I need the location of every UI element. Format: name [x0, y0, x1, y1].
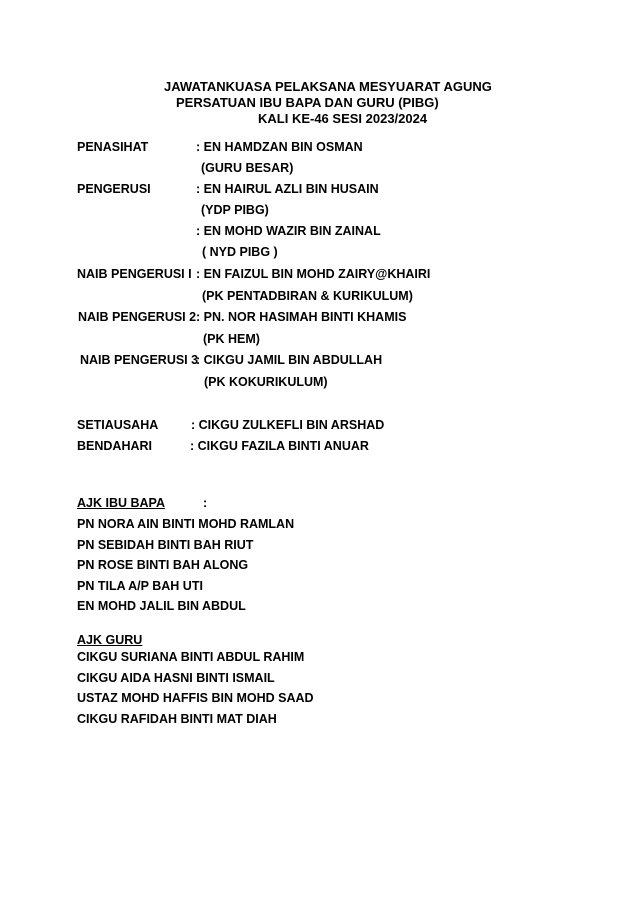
ajk-guru-member: CIKGU RAFIDAH BINTI MAT DIAH [77, 712, 277, 726]
name-bendahari: : CIKGU FAZILA BINTI ANUAR [190, 439, 369, 453]
ajk-guru-member: CIKGU SURIANA BINTI ABDUL RAHIM [77, 650, 305, 664]
ajk-ibu-bapa-heading: AJK IBU BAPA [77, 496, 165, 510]
name-pengerusi: : EN HAIRUL AZLI BIN HUSAIN [196, 182, 379, 196]
ajk-ibu-bapa-member: PN TILA A/P BAH UTI [77, 579, 203, 593]
ajk-ibu-bapa-member: EN MOHD JALIL BIN ABDUL [77, 599, 246, 613]
title-naib-pengerusi-2: (PK HEM) [203, 332, 260, 346]
role-naib-pengerusi-2: NAIB PENGERUSI 2 [78, 310, 197, 324]
title-naib-pengerusi-3: (PK KOKURIKULUM) [204, 375, 328, 389]
name-naib-pengerusi-2: : PN. NOR HASIMAH BINTI KHAMIS [196, 310, 407, 324]
ajk-guru-member: USTAZ MOHD HAFFIS BIN MOHD SAAD [77, 691, 314, 705]
role-setiausaha: SETIAUSAHA [77, 418, 159, 432]
name-pengerusi-2: : EN MOHD WAZIR BIN ZAINAL [196, 224, 381, 238]
name-penasihat: : EN HAMDZAN BIN OSMAN [196, 140, 363, 154]
title-pengerusi-2: ( NYD PIBG ) [202, 245, 278, 259]
role-pengerusi: PENGERUSI [77, 182, 151, 196]
header-line-3: KALI KE-46 SESI 2023/2024 [258, 111, 428, 126]
ajk-ibu-bapa-member: PN ROSE BINTI BAH ALONG [77, 558, 249, 572]
title-pengerusi: (YDP PIBG) [201, 203, 269, 217]
role-penasihat: PENASIHAT [77, 140, 149, 154]
role-naib-pengerusi-3: NAIB PENGERUSI 3 [80, 353, 199, 367]
ajk-ibu-bapa-member: PN SEBIDAH BINTI BAH RIUT [77, 538, 254, 552]
title-naib-pengerusi-1: (PK PENTADBIRAN & KURIKULUM) [202, 289, 413, 303]
ajk-ibu-bapa-member: PN NORA AIN BINTI MOHD RAMLAN [77, 517, 295, 531]
name-naib-pengerusi-3: : CIKGU JAMIL BIN ABDULLAH [196, 353, 383, 367]
header-line-1: JAWATANKUASA PELAKSANA MESYUARAT AGUNG [164, 79, 492, 94]
ajk-guru-heading: AJK GURU [77, 633, 143, 647]
role-naib-pengerusi-1: NAIB PENGERUSI I [77, 267, 192, 281]
name-naib-pengerusi-1: : EN FAIZUL BIN MOHD ZAIRY@KHAIRI [196, 267, 431, 281]
ajk-ibu-bapa-colon: : [203, 496, 208, 510]
name-setiausaha: : CIKGU ZULKEFLI BIN ARSHAD [191, 418, 385, 432]
title-penasihat: (GURU BESAR) [201, 161, 294, 175]
header-line-2: PERSATUAN IBU BAPA DAN GURU (PIBG) [176, 95, 439, 110]
role-bendahari: BENDAHARI [77, 439, 152, 453]
ajk-guru-member: CIKGU AIDA HASNI BINTI ISMAIL [77, 671, 275, 685]
